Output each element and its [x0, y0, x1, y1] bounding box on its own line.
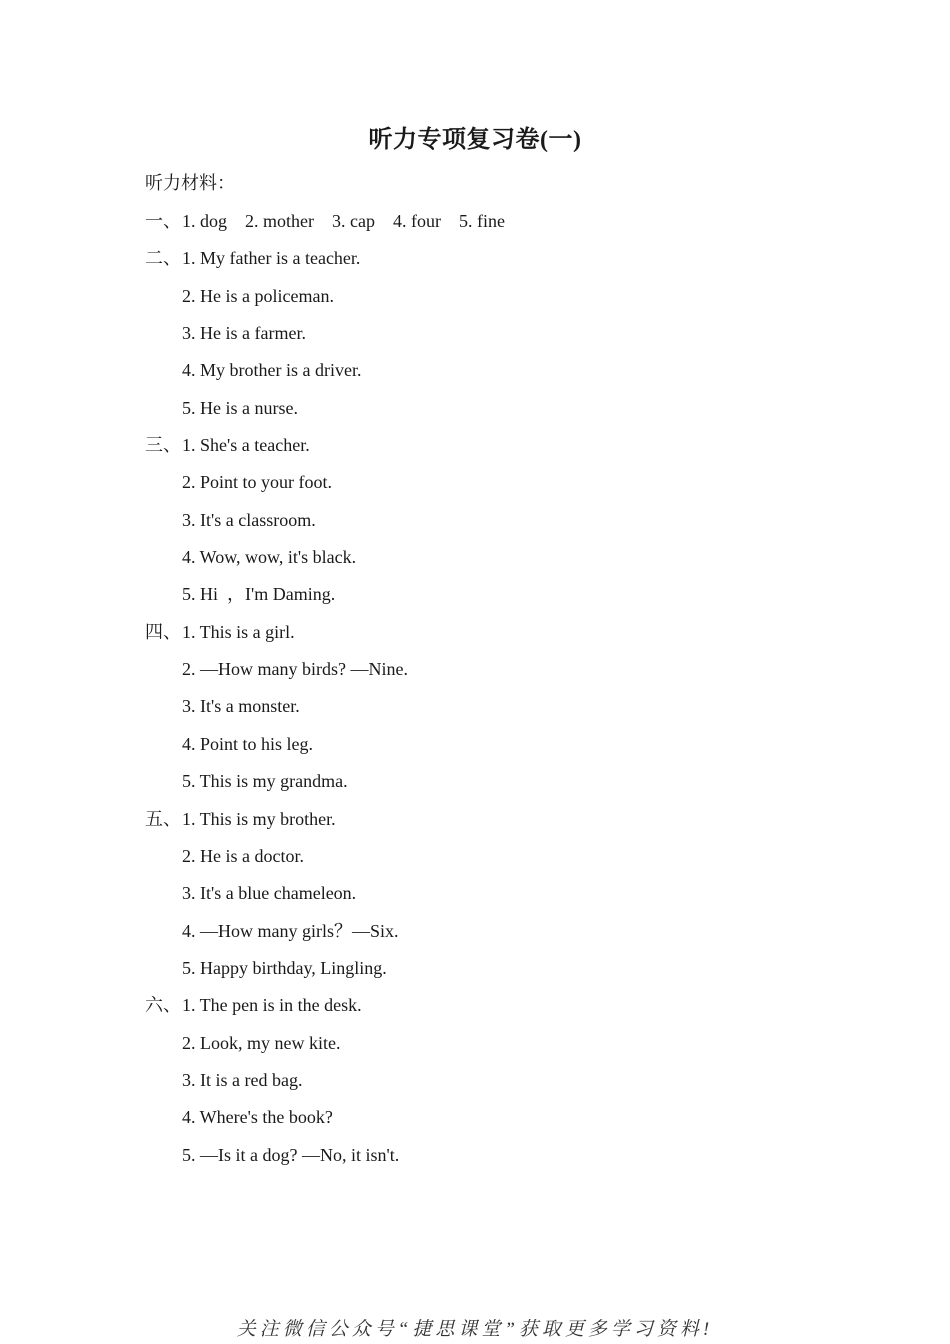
- list-item: [145, 432, 865, 469]
- item-text: 3. He is a farmer.: [182, 323, 306, 344]
- list-item: [145, 918, 865, 955]
- item-text: 1. She's a teacher.: [182, 435, 310, 456]
- list-item: [145, 283, 865, 320]
- list-item: [145, 469, 865, 506]
- item-text: 2. Point to your foot.: [182, 472, 333, 493]
- item-text: 2. Look, my new kite.: [182, 1032, 341, 1053]
- list-item: [145, 806, 865, 843]
- list-item: [145, 581, 865, 618]
- list-item: [145, 320, 865, 357]
- material-heading: 听力材料：: [145, 173, 235, 193]
- item-text: 2. —How many birds? —Nine.: [182, 659, 408, 680]
- listening-material-list: [145, 208, 865, 1179]
- list-item: [145, 731, 865, 768]
- section-number: 六、: [145, 995, 181, 1016]
- item-text: 5. Hi ，I'm Daming.: [182, 584, 336, 605]
- footer-note: 关注微信公众号“捷思课堂”获取更多学习资料!: [236, 1319, 714, 1340]
- section-number: 三、: [145, 435, 181, 456]
- item-text: 2. He is a doctor.: [182, 845, 304, 866]
- list-item: [145, 656, 865, 693]
- list-item: [145, 768, 865, 805]
- item-text: 3. It's a blue chameleon.: [182, 883, 357, 904]
- item-text: 4. Where's the book?: [182, 1107, 333, 1128]
- item-text: 5. He is a nurse.: [182, 397, 298, 418]
- item-text: 1. The pen is in the desk.: [182, 995, 362, 1016]
- list-item: [145, 1104, 865, 1141]
- section-number: 一、: [145, 211, 181, 231]
- item-text: 4. —How many girls？—Six.: [182, 920, 399, 941]
- list-item: [145, 544, 865, 581]
- item-text: 4. Point to his leg.: [182, 733, 314, 754]
- item-text: 4. Wow, wow, it's black.: [182, 547, 357, 568]
- section-number: 五、: [145, 808, 181, 829]
- list-item: [145, 395, 865, 432]
- list-item: [145, 1142, 865, 1179]
- list-item: [145, 880, 865, 917]
- list-item: [145, 693, 865, 730]
- list-item: [145, 208, 865, 245]
- item-text: 5. —Is it a dog? —No, it isn't.: [182, 1144, 400, 1165]
- item-text: 1. dog 2. mother 3. cap 4. four 5. fine: [182, 211, 505, 231]
- list-item: [145, 1030, 865, 1067]
- section-number: 二、: [145, 248, 181, 269]
- list-item: [145, 992, 865, 1029]
- list-item: [145, 507, 865, 544]
- item-text: 3. It's a classroom.: [182, 509, 316, 530]
- item-text: 2. He is a policeman.: [182, 285, 334, 306]
- list-item: [145, 245, 865, 282]
- item-text: 3. It's a monster.: [182, 696, 300, 717]
- item-text: 1. My father is a teacher.: [182, 248, 361, 269]
- list-item: [145, 955, 865, 992]
- item-text: 1. This is my brother.: [182, 808, 336, 829]
- item-text: 5. Happy birthday, Lingling.: [182, 957, 387, 978]
- item-text: 5. This is my grandma.: [182, 771, 348, 792]
- page-title: 听力专项复习卷(一): [368, 127, 582, 153]
- list-item: [145, 619, 865, 656]
- list-item: [145, 843, 865, 880]
- item-text: 1. This is a girl.: [182, 621, 295, 642]
- item-text: 4. My brother is a driver.: [182, 360, 362, 381]
- section-number: 四、: [145, 621, 181, 642]
- list-item: [145, 357, 865, 394]
- list-item: [145, 1067, 865, 1104]
- item-text: 3. It is a red bag.: [182, 1069, 303, 1090]
